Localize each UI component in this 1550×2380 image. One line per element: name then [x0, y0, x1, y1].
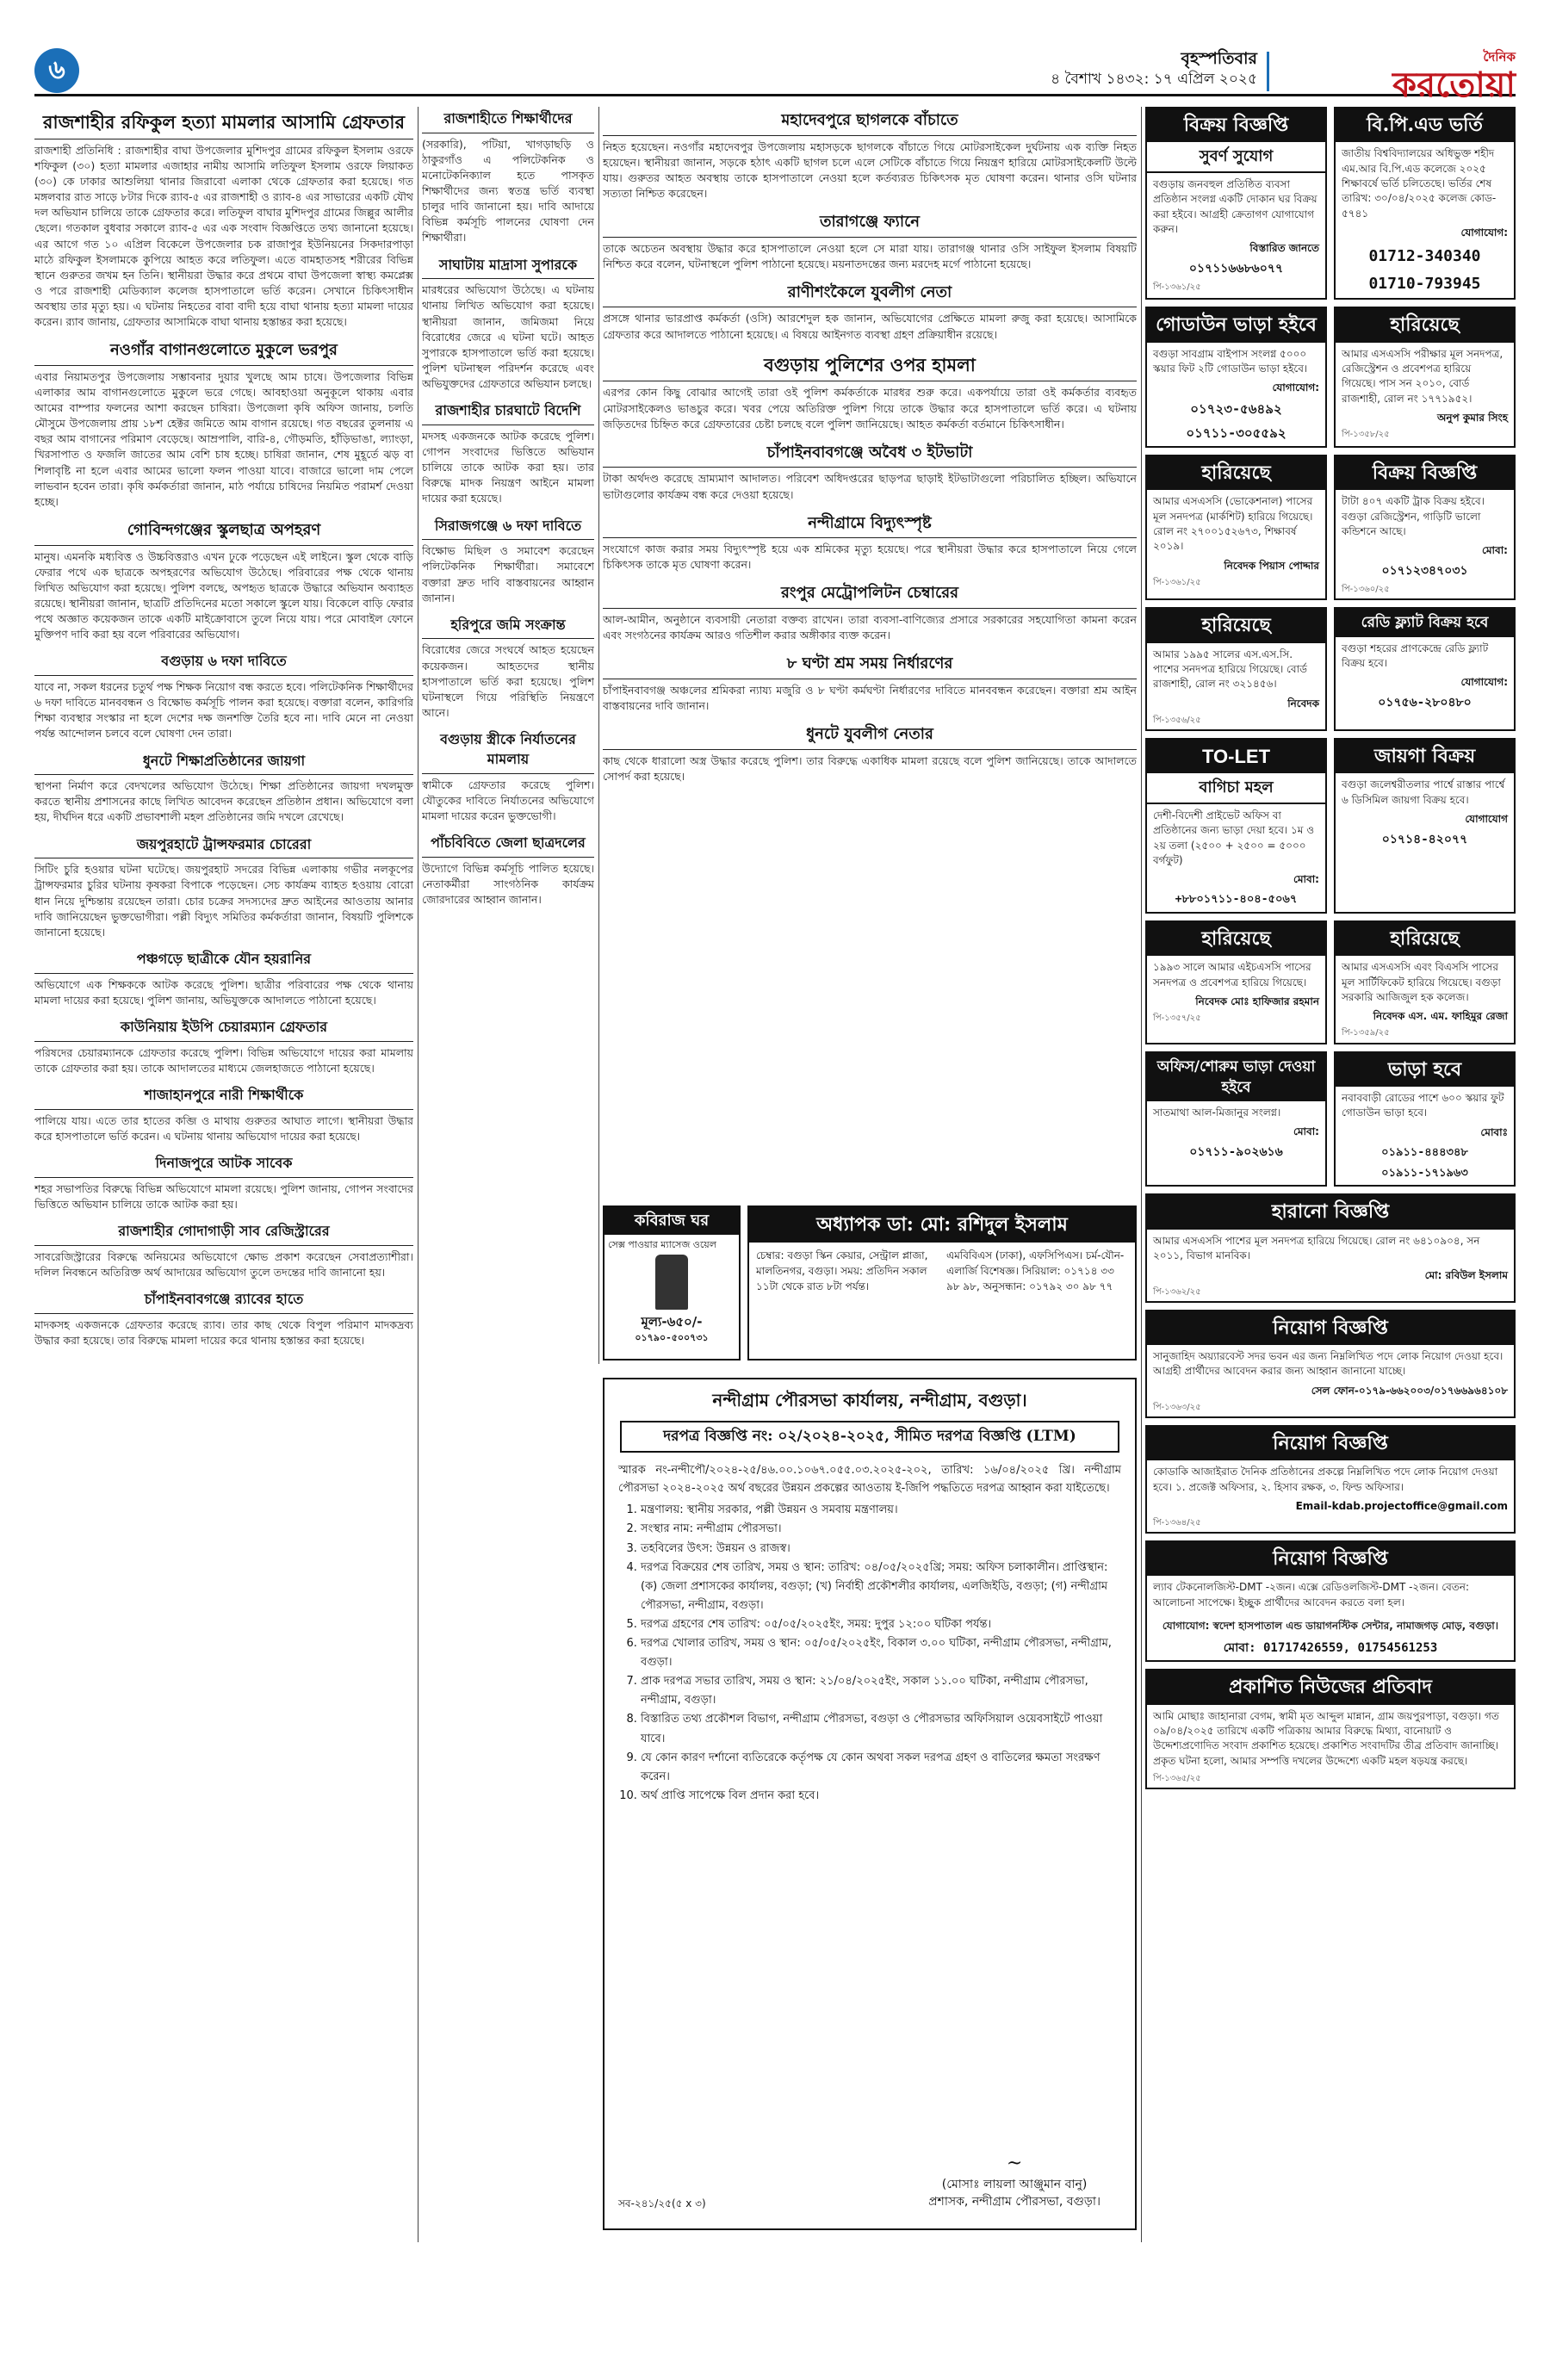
ad-code: পি-১৩৬৩/২৫ [1153, 1402, 1201, 1412]
tender-item: 9. যে কোন কারণ দর্শানো ব্যতিরেকে কর্তৃপক্ষ যে কোন অথবা সকল দরপত্র গ্রহণ ও বাতিলের ক্ষমতা সংরক্ষণ করেন। [641, 1749, 1121, 1787]
ad-title: TO-LET [1147, 740, 1325, 773]
ad-contact: যোগাযোগ: [1460, 676, 1508, 689]
tender-title: দরপত্র বিজ্ঞপ্তি নং: ০২/২০২৪-২০২৫, সীমিত দরপত্র বিজ্ঞপ্তি (LTM) [620, 1421, 1119, 1452]
ad-code: পি-১৩৬২/২৫ [1153, 1286, 1201, 1297]
story-body: সাবরেজিস্ট্রারের বিরুদ্ধে অনিয়মের অভিযোগে ক্ষোভ প্রকাশ করেছেন সেবাপ্রত্যাশীরা। দলিল নিবন্ধনে অতিরিক্ত অর্থ আদায়ের অভিযোগ তুলে তদন্তের দাবি জানানো হয়। [34, 1249, 413, 1279]
news-column-1 [34, 107, 413, 2242]
story-headline: বগুড়ায় স্ত্রীকে নির্যাতনের মামলায় [422, 728, 594, 773]
ad-title: হারিয়েছে [1336, 922, 1514, 956]
ad-phone: ০১৯১১-৪৪৪৩৪৮ [1381, 1145, 1468, 1159]
story-body: সংযোগে কাজ করার সময় বিদ্যুৎস্পৃষ্ট হয়ে এক শ্রমিকের মৃত্যু হয়েছে। পরে স্থানীয়রা উদ্ধার করে হাসপাতালে নিয়ে গেলে চিকিৎসক তাকে মৃত ঘোষণা করেন। [603, 542, 1137, 572]
page-header [34, 48, 1516, 106]
news-story [34, 1287, 413, 1348]
kabiraj-ad [603, 1205, 741, 1360]
ad-phone: ০১৭১১৬৬৮৬০৭৭ [1188, 262, 1284, 276]
story-headline: রাজশাহীর চারঘাটে বিদেশি [422, 399, 594, 425]
ad-title: বিক্রয় বিজ্ঞপ্তি [1147, 108, 1325, 142]
news-story [422, 253, 594, 393]
ad-bped-admission [1334, 107, 1516, 300]
story-body: তাকে অচেতন অবস্থায় উদ্ধার করে হাসপাতালে নেওয়া হলে সে মারা যায়। তারাগঞ্জ থানার ওসি সাইফুল ইসলাম বিষয়টি নিশ্চিত করে বলেন, ঘটনাস্থলে পুলিশ পাঠানো হয়েছে। ময়নাতদন্তের জন্য মরদেহ মর্গে পাঠানো হয়েছে। [603, 241, 1137, 270]
story-body: পরিষদের চেয়ারম্যানকে গ্রেফতার করেছে পুলিশ। বিভিন্ন অভিযোগে দায়ের করা মামলায় তাকে গ্রেফতার করা হয়। তাকে আদালতের মাধ্যমে জেলহাজতে পাঠানো হয়েছে। [34, 1045, 413, 1075]
newspaper-logo [1274, 48, 1516, 104]
story-headline: রাজশাহীর গোদাগাড়ী সাব রেজিস্ট্রারের [34, 1219, 413, 1246]
ad-body: বগুড়া সাবগ্রাম বাইপাস সংলগ্ন ৫০০০ স্কয়ার ফিট ২টি গোডাউন ভাড়া হইবে। [1153, 347, 1308, 375]
tender-signature [928, 2150, 1100, 2211]
ad-title: নিয়োগ বিজ্ঞপ্তি [1147, 1427, 1514, 1460]
news-story [422, 514, 594, 606]
ad-lost-2 [1145, 455, 1327, 601]
news-column-middle [603, 107, 1137, 1364]
doctor-name: অধ্যাপক ডা: মো: রশিদুল ইসলাম [749, 1207, 1135, 1243]
story-body: নিহত হয়েছেন। নওগাঁর মহাদেবপুর উপজেলায় মহাসড়কে ছাগলকে বাঁচাতে গিয়ে মোটরসাইকেল দুর্ঘটনায় এক ব্যক্তি নিহত হয়েছেন। স্থানীয়রা জানান, সড়কে হঠাৎ একটি ছাগল চলে এলে সেটিকে বাঁচাতে গিয়ে নিয়ন্ত্রণ হারিয়ে মোটরসাইকেলটি উল্টে যায়। গুরুতর আহত অবস্থায় তাকে হাসপাতালে নেওয়া হলে কর্তব্যরত চিকিৎসক মৃত ঘোষণা করেন। থানার ওসি ঘটনার সত্যতা নিশ্চিত করেছেন। [603, 139, 1137, 200]
ad-phone: 01712-340340 [1368, 247, 1481, 266]
ad-body: ১৯৯৩ সালে আমার এইচএসসি পাসের সনদপত্র ও প্রবেশপত্র হারিয়ে গিয়েছে। [1153, 961, 1311, 989]
news-story [603, 650, 1137, 714]
ad-code: পি-১৩৬৫/২৫ [1153, 1774, 1201, 1784]
ad-phone: মোবা: 01717426559, 01754561253 [1223, 1640, 1438, 1655]
ad-contact: Email-kdab.projectoffice@gmail.com [1295, 1499, 1508, 1512]
ad-to-let [1145, 738, 1327, 914]
ad-contact: মো: রবিউল ইসলাম [1424, 1268, 1508, 1281]
news-story [422, 613, 594, 721]
news-story [34, 833, 413, 940]
story-body: (সরকারি), পটিয়া, খাগড়াছড়ি ও ঠাকুরগাঁও এ পলিটেকনিক ও মনোটেকনিক্যাল হতে পাসকৃত শিক্ষার্থীদের জন্য স্বতন্ত্র ভর্তি ব্যবস্থা চালুর দাবি জানানো হয়। দাবি আদায়ে বিভিন্ন কর্মসূচি পালনের ঘোষণা দেন শিক্ষার্থীরা। [422, 137, 594, 245]
story-headline: চাঁপাইনবাবগঞ্জে অবৈধ ৩ ইটভাটা [603, 439, 1137, 468]
ad-contact: বিস্তারিত জানতে [1249, 242, 1319, 255]
tender-item: 7. প্রাক দরপত্র সভার তারিখ, সময় ও স্থান: ২১/০৪/২০২৫ইং, সকাল ১১.০০ ঘটিকা, নন্দীগ্রাম পৌরসভা, নন্দীগ্রাম, বগুড়া। [641, 1672, 1121, 1710]
story-headline: সিরাজগঞ্জে ৬ দফা দাবিতে [422, 514, 594, 541]
tender-item: 3. তহবিলের উৎস: উন্নয়ন ও রাজস্ব। [641, 1540, 1121, 1559]
ad-body: আমার ১৯৯৫ সালের এস.এস.সি. পাশের সনদপত্র হারিয়ে গিয়েছে। বোর্ড রাজশাহী, রোল নং ৩২১৪৫৬। [1153, 648, 1307, 691]
news-story [422, 728, 594, 824]
classified-ads-column [1145, 107, 1516, 2242]
ad-title: প্রকাশিত নিউজের প্রতিবাদ [1147, 1670, 1514, 1704]
ad-phone: ০১৭১১-৯০২৬১৬ [1189, 1145, 1283, 1160]
issue-date [1051, 48, 1257, 90]
ad-title: গোডাউন ভাড়া হইবে [1147, 308, 1325, 342]
tender-item: 10. অর্থ প্রাপ্তি সাপেক্ষে বিল প্রদান করা হবে। [641, 1787, 1121, 1806]
ad-body: কোডাকি আজাইরাত দৈনিক প্রতিষ্ঠানের প্রকল্পে নিম্নলিখিত পদে লোক নিয়োগ দেওয়া হবে। ১. প্রজেক্ট অফিসার, ২. হিসাব রক্ষক, ৩. ফিল্ড অফিসার। [1153, 1466, 1498, 1493]
ad-body: আমার এসএসসি এবং বিএসসি পাসের মূল সার্টিফিকেট হারিয়ে গিয়েছে। বগুড়া সরকারি আজিজুল হক কলেজ। [1342, 961, 1501, 1003]
story-body: প্রসঙ্গে থানার ভারপ্রাপ্ত কর্মকর্তা (ওসি) আরশেদুল হক জানান, অভিযোগের প্রেক্ষিতে মামলা রুজু করা হয়েছে। আসামিকে গ্রেফতার করে আদালতে পাঠানো হয়েছে। এ বিষয়ে আইনগত ব্যবস্থা গ্রহণ প্রক্রিয়াধীন রয়েছে। [603, 312, 1137, 341]
story-headline: ধুনটে শিক্ষাপ্রতিষ্ঠানের জায়গা [34, 749, 413, 776]
ad-godown-rent [1145, 307, 1327, 448]
news-story [34, 947, 413, 1008]
news-story [34, 649, 413, 741]
story-body: রাজশাহী প্রতিনিধি : রাজশাহীর বাঘা উপজেলার মুশিদপুর গ্রামের রফিকুল ইসলাম ওরফে শফিকুল (৩০) হত্যা মামলার এজাহার নামীয় আসামি লতিফুল ইসলাম ওরফে লিয়াকত (৩০) কে ঢাকার আশুলিয়া থানার জিরাবো এলাকা থেকে গ্রেফতার করা হয়েছে। গত মঙ্গলবার রাত সাড়ে ৮টার দিকে র‍্যাব-৫ এর রাজশাহী ও র‍্যাব-৪ এর সাভারের একটি যৌথ দল অভিযান চালিয়ে তাকে গ্রেফতার করে। লতিফুল বাঘার মুশিদপুর গ্রামের জিল্লুর আলীর ছেলে। গতকাল বুধবার সকালে র‍্যাব-৫ এর এক সংবাদ বিজ্ঞপ্তিতে তথ্য জানানো হয়েছে। এর আগে গত ১০ এপ্রিল বিকেলে উপজেলার চক রাজাপুর ইউনিয়নের সিকদারপাড়া মাঠে রফিকুল ইসলামকে কুপিয়ে আহত করে লতিফুল। এতে বামহাতসহ শরীরের বিভিন্ন স্থানে গুরুতর জখম হন তিনি। স্থানীয়রা উদ্ধার করে প্রথমে বাঘা উপজেলা স্বাস্থ্য কমপ্লেক্স ও পরে রাজশাহী মেডিক্যাল কলেজ হাসপাতালে ভর্তি করেন। সেখানে চিকিৎসাধীন অবস্থায় তার মৃত্যু হয়। এ ঘটনায় নিহতের বাবা বাদী হয়ে বাঘা থানায় হত্যা মামলা দায়ের করেন। র‍্যাব জানায়, গ্রেফতার আসামিকে বাঘা থানায় হস্তান্তর করা হয়েছে। [34, 143, 413, 329]
ad-phone-2: ০১৭১১-৩০৫৫৯২ [1186, 425, 1286, 441]
column-divider [598, 107, 599, 1364]
story-headline: নন্দীগ্রামে বিদ্যুৎস্পৃষ্ট [603, 510, 1137, 539]
ad-contact: অনুপ কুমার সিংহ [1436, 412, 1508, 425]
ad-subtitle: সুবর্ণ সুযোগ [1147, 142, 1325, 173]
news-story [34, 337, 413, 510]
ad-body: আমার এসএসসি পরীক্ষার মূল সনদপত্র, রেজিস্ট্রেশন ও প্রবেশপত্র হারিয়ে গিয়েছে। পাস সন ২০১০, বোর্ড রাজশাহী, রোল নং ১৭৭১৯৫২। [1342, 347, 1504, 405]
story-headline: রাণীশংকৈলে যুবলীগ নেতা [603, 279, 1137, 308]
ad-body: নবাববাড়ী রোডের পাশে ৬০০ স্কয়ার ফুট গোডাউন ভাড়া হবে। [1342, 1091, 1504, 1119]
ad-body: জাতীয় বিশ্ববিদ্যালয়ের অধিভুক্ত শহীদ এম.আর বি.পি.এড কলেজে ২০২৫ শিক্ষাবর্ষে ভর্তি চলিতেছে। ভর্তির শেষ তারিখ: ৩০/০৪/২০২৫ কলেজ কোড- ৫৭৪১ [1342, 147, 1497, 220]
ad-body: ল্যাব টেকনোলজিস্ট-DMT -২জন। এক্সে রেডিওলজিস্ট-DMT -২জন। বেতন: আলোচনা সাপেক্ষে। ইচ্ছুক প্রার্থীদের আবেদন করতে বলা হল। [1153, 1581, 1469, 1608]
ad-title: রেডি ফ্ল্যাট বিক্রয় হবে [1336, 609, 1514, 636]
ad-contact: যোগাযোগ: [1272, 381, 1319, 394]
logo-small: দৈনিক [1483, 49, 1516, 65]
story-body: শহর সভাপতির বিরুদ্ধে বিভিন্ন অভিযোগে মামলা রয়েছে। পুলিশ জানায়, গোপন সংবাদের ভিত্তিতে অভিযান চালিয়ে তাকে আটক করা হয়। [34, 1181, 413, 1211]
ad-contact: মোবা: [1482, 544, 1508, 557]
news-story [422, 107, 594, 246]
ad-lost-notice [1145, 1193, 1516, 1302]
story-body: বিক্ষোভ মিছিল ও সমাবেশ করেছেন পলিটেকনিক শিক্ষার্থীরা। সমাবেশে বক্তারা দ্রুত দাবি বাস্তবায়নের আহ্বান জানান। [422, 544, 594, 604]
ad-recruitment-2 [1145, 1425, 1516, 1534]
tender-items [618, 1501, 1121, 1806]
tender-item: 4. দরপত্র বিক্রয়ের শেষ তারিখ, সময় ও স্থান: তারিখ: ০৪/০৫/২০২৫খ্রি; সময়: অফিস চলাকালীন। প্রাপ্তিস্থান: (ক) জেলা প্রশাসকের কার্যালয়, বগুড়া; (খ) নির্বাহী প্রকৌশলীর কার্যালয়, এলজিইডি, বগুড়া; (গ) নন্দীগ্রাম পৌরসভা, নন্দীগ্রাম, বগুড়া। [641, 1559, 1121, 1615]
story-body: স্বামীকে গ্রেফতার করেছে পুলিশ। যৌতুকের দাবিতে নির্যাতনের অভিযোগে মামলা দায়ের করেন ভুক্তভোগী। [422, 778, 594, 822]
column-divider [1141, 107, 1142, 2242]
issue-day: বৃহস্পতিবার [1181, 49, 1257, 68]
news-story [603, 439, 1137, 503]
story-body: যাবে না, সকল ধরনের চতুর্থ পক্ষ শিক্ষক নিয়োগ বন্ধ করতে হবে। পলিটেকনিক শিক্ষার্থীদের ৬ দফা দাবিতে মানববন্ধন ও বিক্ষোভ কর্মসূচি পালন করা হয়েছে। বক্তারা বলেন, কারিগরি শিক্ষা ব্যবস্থার সংস্কার না হলে দেশের দক্ষ জনশক্তি তৈরি হবে না। দাবি মেনে না নেওয়া পর্যন্ত আন্দোলন চলবে বলে ঘোষণা দেন তারা। [34, 680, 413, 741]
signature-name: (মোসাঃ লায়লা আঞ্জুমান বানু) [941, 2178, 1088, 2192]
story-headline: নওগাঁর বাগানগুলোতে মুকুলে ভরপুর [34, 337, 413, 366]
news-story [603, 279, 1137, 343]
ad-contact: যোগাযোগ [1465, 813, 1508, 826]
news-story [34, 1083, 413, 1144]
news-story [603, 350, 1137, 432]
ad-phone: +৮৮০১৭১১-৪০৪-৫০৬৭ [1175, 893, 1298, 907]
news-story [422, 399, 594, 506]
ad-title: জায়গা বিক্রয় [1336, 740, 1514, 773]
news-story [34, 1015, 413, 1076]
ad-title: হারিয়েছে [1147, 456, 1325, 490]
news-story [603, 580, 1137, 643]
ad-rent [1334, 1051, 1516, 1187]
ad-land-sale [1334, 738, 1516, 914]
logo-big: করতোয়া [1392, 65, 1516, 106]
ad-contact: মোবাঃ [1480, 1125, 1508, 1138]
story-headline: রাজশাহীর রফিকুল হত্যা মামলার আসামি গ্রেফতার [34, 107, 413, 139]
story-body: মদসহ একজনকে আটক করেছে পুলিশ। গোপন সংবাদের ভিত্তিতে অভিযান চালিয়ে তাকে আটক করা হয়। তার বিরুদ্ধে মাদক নিয়ন্ত্রণ আইনে মামলা দায়ের করা হয়েছে। [422, 429, 594, 505]
tender-item: 8. বিস্তারিত তথ্য প্রকৌশল বিভাগ, নন্দীগ্রাম পৌরসভা, বগুড়া ও পৌরসভার অফিসিয়াল ওয়েবসাইটে পাওয়া যাবে। [641, 1710, 1121, 1748]
ad-phone: ০১৭১২৩৪৭০৩১ [1381, 564, 1468, 579]
tender-notice [603, 1378, 1137, 2230]
news-story [422, 831, 594, 908]
story-body: চাঁপাইনবাবগঞ্জ অঞ্চলের শ্রমিকরা ন্যায্য মজুরি ও ৮ ঘণ্টা কর্মঘণ্টা নির্ধারণের দাবিতে মানববন্ধন করেছেন। বক্তারা শ্রম আইন বাস্তবায়নের দাবি জানান। [603, 683, 1137, 712]
ad-title: ভাড়া হবে [1336, 1053, 1514, 1087]
story-body: এরপর কোন কিছু বোঝার আগেই তারা ওই পুলিশ কর্মকর্তাকে মারধর শুরু করে। একপর্যায়ে তারা ওই কর্মকর্তার ব্যবহৃত মোটরসাইকেলও ভাঙচুর করে। খবর পেয়ে অতিরিক্ত পুলিশ গিয়ে তাকে উদ্ধার করে হাসপাতালে ভর্তি করে। এ ঘটনায় জড়িতদের চিহ্নিত করে গ্রেফতারের চেষ্টা চলছে বলে পুলিশ জানিয়েছে। আহত কর্মকর্তা বর্তমানে চিকিৎসাধীন। [603, 386, 1137, 431]
ad-body: আমার এসএসসি (ভোকেশনাল) পাসের মূল সনদপত্র (মার্কশিট) হারিয়ে গিয়েছে। রোল নং ২৭০০১৫২৬৭৩, শিক্ষাবর্ষ ২০১৯। [1153, 495, 1313, 553]
ad-lost-3 [1145, 607, 1327, 731]
ad-contact: নিবেদক এস. এম. ফাহিমুর রেজা [1373, 1010, 1508, 1023]
news-story [34, 749, 413, 826]
ad-lost-4 [1145, 920, 1327, 1044]
ad-body: বগুড়া জলেশ্বরীতলার পার্শ্বে রাস্তার পার্শ্বে ৬ ডিসিমিল জায়গা বিক্রয় হবে। [1342, 778, 1505, 806]
ad-code: পি-১৩৬৪/২৫ [1153, 1518, 1201, 1528]
story-headline: ৮ ঘণ্টা শ্রম সময় নির্ধারণের [603, 650, 1137, 679]
ad-body: বগুড়া শহরের প্রাণকেন্দ্রে রেডি ফ্ল্যাট বিক্রয় হবে। [1342, 641, 1489, 669]
ad-contact: যোগাযোগ: স্বদেশ হাসপাতাল এন্ড ডায়াগনস্টিক সেন্টার, নামাজগড় মোড়, বগুড়া। [1162, 1620, 1499, 1633]
story-headline: তারাগঞ্জে ফ্যানে [603, 208, 1137, 238]
kabiraj-price: মূল্য-৬৫০/- [641, 1313, 703, 1329]
kabiraj-phone: ০১৭৯০-৫০০৭৩১ [635, 1331, 709, 1343]
story-headline: গোবিন্দগঞ্জের স্কুলছাত্র অপহরণ [34, 517, 413, 546]
ad-code: পি-১৩৬১/২৫ [1153, 577, 1201, 587]
story-body: এবার নিয়ামতপুর উপজেলায় সম্ভাবনার দুয়ার খুলছে আম চাষে। উপজেলার বিভিন্ন এলাকার আম বাগানগুলোতে মুকুলে ভরে গেছে। আবহাওয়া অনুকূলে থাকায় এবার আমের বাম্পার ফলনের আশা করছেন চাষিরা। উপজেলা কৃষি অফিস জানায়, চলতি মৌসুমে উপজেলায় প্রায় ১৮শ হেক্টর জমিতে আম বাগান রয়েছে। গত বছরের তুলনায় এ বছর আম বাগানের পরিমাণ বেড়েছে। আম্রপালি, বারি-৪, গৌড়মতি, হাঁড়িভাঙা, ল্যাংড়া, খিরসাপাত ও ফজলি জাতের আম বেশি চাষ হচ্ছে। চাষিরা জানান, শেষ মুহূর্তে ঝড় বা শিলাবৃষ্টি না হলে এবার আমের ভালো ফলন পাওয়া যাবে। বাজারে ভালো দাম পেলে লাভবান হবেন তারা। কৃষি কর্মকর্তারা জানান, মাঠ পর্যায়ে চাষিদের নিয়মিত পরামর্শ দেওয়া হচ্ছে। [34, 369, 413, 508]
news-story [603, 107, 1137, 201]
story-body: টাকা অর্থদণ্ড করেছে ভ্রাম্যমাণ আদালত। পরিবেশ অধিদপ্তরের ছাড়পত্র ছাড়াই ইটভাটাগুলো পরিচালিত হচ্ছিল। অভিযানে ভাটাগুলোর কার্যক্রম বন্ধ করে দেওয়া হয়েছে। [603, 472, 1137, 501]
ad-news-protest [1145, 1669, 1516, 1789]
ad-title: হারিয়েছে [1147, 922, 1325, 956]
story-headline: হরিপুরে জমি সংক্রান্ত [422, 613, 594, 640]
ad-contact: নিবেদক মোঃ হাফিজার রহমান [1195, 995, 1319, 1007]
ad-body: সানুজাহিদ অয়্যারবেস্ট সদর ভবন এর জন্য নিম্নলিখিত পদে লোক নিয়োগ দেওয়া হবে। আগ্রহী প্রার্থীদের আবেদন করার জন্য আহ্বান জানানো যাচ্ছে। [1153, 1349, 1504, 1378]
story-body: পালিয়ে যায়। এতে তার হাতের কব্জি ও মাথায় গুরুতর আঘাত লাগে। স্থানীয়রা উদ্ধার করে হাসপাতালে ভর্তি করেন। এ ঘটনায় থানায় অভিযোগ দায়ের করা হয়েছে। [34, 1113, 413, 1143]
kabiraj-subtitle: সেক্স পাওয়ার ম্যাসেজ ওয়েল [608, 1238, 716, 1250]
ad-phone: ০১৭১৪-৪২০৭৭ [1381, 833, 1468, 847]
news-story [34, 1219, 413, 1280]
ad-contact: সেল ফোন-০১৭৯-৬৬২০০৩/০১৭৬৬৯৬৪১০৮ [1311, 1384, 1508, 1397]
ad-contact: নিবেদক [1287, 697, 1319, 710]
ad-flat-sale [1334, 607, 1516, 731]
signature-mark: ~ [1006, 2153, 1023, 2175]
story-body: মানুষ। এমনকি মধ্যবিত্ত ও উচ্চবিত্তরাও এখন ঢুকে পড়েছেন এই লাইনে। স্কুল থেকে বাড়ি ফেরার পথে এক ছাত্রকে অপহরণের অভিযোগ উঠেছে। পরিবারের পক্ষ থেকে থানায় লিখিত অভিযোগ করা হয়েছে। পুলিশ বলছে, অপহৃত ছাত্রকে উদ্ধারে অভিযান অব্যাহত রয়েছে। স্থানীয়রা জানান, ছাত্রটি প্রতিদিনের মতো সকালে স্কুলে যায়। বিকেলে বাড়ি ফেরার পথে অজ্ঞাত কয়েকজন তাকে একটি মাইক্রোবাসে তুলে নিয়ে যায়। পরে মোবাইল ফোনে মুক্তিপণ দাবি করা হয় বলে পরিবারের অভিযোগ। [34, 549, 413, 641]
ad-title: হারানো বিজ্ঞপ্তি [1147, 1195, 1514, 1229]
tender-item: 5. দরপত্র গ্রহণের শেষ তারিখ: ০৫/০৫/২০২৫ইং, সময়: দুপুর ১২:০০ ঘটিকা পর্যন্ত। [641, 1615, 1121, 1634]
ad-phone-2: ০১৯১১-১৭১৯৬৩ [1381, 1167, 1468, 1181]
page-number: ৬ [34, 48, 79, 93]
story-body: আল-আমীন, অনুষ্ঠানে ব্যবসায়ী নেতারা বক্তব্য রাখেন। তারা ব্যবসা-বাণিজ্যের প্রসারে সরকারের সহযোগিতা কামনা করেন এবং সংগঠনের কার্যক্রম আরও গতিশীল করার অঙ্গীকার ব্যক্ত করেন। [603, 612, 1137, 642]
ad-recruitment-hospital [1145, 1540, 1516, 1662]
story-headline: বগুড়ায় পুলিশের ওপর হামলা [603, 350, 1137, 382]
ad-subtitle: বাগিচা মহল [1147, 773, 1325, 804]
ad-truck-sale [1334, 455, 1516, 601]
ad-title: নিয়োগ বিজ্ঞপ্তি [1147, 1311, 1514, 1345]
tender-ref: সব-২৪১/২৫(৫ x ৩) [618, 2197, 706, 2210]
tender-item: 1. মন্ত্রণালয়: স্থানীয় সরকার, পল্লী উন্নয়ন ও সমবায় মন্ত্রণালয়। [641, 1501, 1121, 1520]
story-headline: দিনাজপুরে আটক সাবেক [34, 1151, 413, 1178]
news-story [603, 721, 1137, 784]
story-headline: চাঁপাইনবাবগঞ্জে র‍্যাবের হাতে [34, 1287, 413, 1314]
ad-code: পি-১৩৬০/২৫ [1342, 585, 1390, 595]
story-body: বিরোধের জেরে সংঘর্ষে আহত হয়েছেন কয়েকজন। আহতদের স্থানীয় হাসপাতালে ভর্তি করা হয়েছে। পুলিশ ঘটনাস্থলে গিয়ে পরিস্থিতি নিয়ন্ত্রণে আনে। [422, 643, 594, 719]
story-headline: কাউনিয়ায় ইউপি চেয়ারম্যান গ্রেফতার [34, 1015, 413, 1042]
story-headline: বগুড়ায় ৬ দফা দাবিতে [34, 649, 413, 676]
ad-title: হারিয়েছে [1147, 609, 1325, 642]
news-column-2 [422, 107, 594, 2242]
tender-item: 6. দরপত্র খোলার তারিখ, সময় ও স্থান: ০৫/০৫/২০২৫ইং, বিকাল ৩.০০ ঘটিকা, নন্দীগ্রাম পৌরসভা, নন্দীগ্রাম, বগুড়া। [641, 1634, 1121, 1672]
story-headline: পাঁচবিবিতে জেলা ছাত্রদলের [422, 831, 594, 858]
ad-code: পি-১৩৫৭/২৫ [1153, 1013, 1201, 1023]
ad-title: বি.পি.এড ভর্তি [1336, 108, 1514, 142]
ad-phone: ০১৭৫৬-২৮০৪৮০ [1378, 696, 1472, 710]
tender-item: 2. সংস্থার নাম: নন্দীগ্রাম পৌরসভা। [641, 1520, 1121, 1539]
news-story [603, 510, 1137, 573]
doctor-chamber: চেম্বার: বগুড়া স্কিন কেয়ার, সেন্ট্রাল প্লাজা, মালতিনগর, বগুড়া। সময়: প্রতিদিন সকাল ১১টা থেকে রাত ৮টা পর্যন্ত। [756, 1249, 928, 1293]
news-story [34, 1151, 413, 1212]
story-headline: জয়পুরহাটে ট্রান্সফরমার চোরেরা [34, 833, 413, 859]
story-headline: শাজাহানপুরে নারী শিক্ষার্থীকে [34, 1083, 413, 1110]
ad-sale-golden-chance [1145, 107, 1327, 300]
ad-title: অফিস/শোরুম ভাড়া দেওয়া হইবে [1147, 1053, 1325, 1101]
story-body: অভিযোগে এক শিক্ষককে আটক করেছে পুলিশ। ছাত্রীর পরিবারের পক্ষ থেকে থানায় মামলা দায়ের করা হয়েছে। পুলিশ জানায়, অভিযুক্তকে আদালতে পাঠানো হয়েছে। [34, 977, 413, 1007]
news-story [34, 517, 413, 642]
news-story [603, 208, 1137, 272]
ad-code: পি-১৩৫৮/২৫ [1342, 430, 1390, 440]
tender-intro: স্মারক নং-নন্দীপৌ/২০২৪-২৫/৪৬.০০.১০৬৭.০৫৫.০৩.২০২৫-২০২, তারিখ: ১৬/০৪/২০২৫ খ্রি। নন্দীগ্রাম পৌরসভা ২০২৪-২০২৫ অর্থ বছরের উন্নয়ন প্রকল্পের আওতায় ই-জিপি পদ্ধতিতে দরপত্র আহ্বান করা যাইতেছে। [618, 1463, 1121, 1495]
ad-contact: যোগাযোগ: [1460, 226, 1508, 239]
kabiraj-title: কবিরাজ ঘর [604, 1207, 739, 1235]
header-separator [1267, 52, 1269, 91]
story-headline: ধুনটে যুবলীগ নেতার [603, 721, 1137, 750]
ad-contact: মোবা: [1293, 1125, 1319, 1138]
ad-body: সাতমাথা আল-মিজানুর সংলগ্ন। [1153, 1106, 1281, 1119]
tender-office: নন্দীগ্রাম পৌরসভা কার্যালয়, নন্দীগ্রাম, বগুড়া। [712, 1390, 1027, 1410]
oil-bottle-icon [655, 1255, 688, 1310]
ad-recruitment-1 [1145, 1310, 1516, 1418]
ad-title: নিয়োগ বিজ্ঞপ্তি [1147, 1542, 1514, 1576]
story-headline: রংপুর মেট্রোপলিটন চেম্বারের [603, 580, 1137, 609]
ad-body: আমার এসএসসি পাশের মূল সনদপত্র হারিয়ে গিয়েছে। রোল নং ৬৪১০৯০৪, সন ২০১১, বিভাগ মানবিক। [1153, 1234, 1480, 1262]
ad-phone: ০১৭২৩-৫৬৪৯২ [1190, 401, 1282, 418]
story-headline: রাজশাহীতে শিক্ষার্থীদের [422, 107, 594, 133]
signature-role: প্রশাসক, নন্দীগ্রাম পৌরসভা, বগুড়া। [928, 2195, 1100, 2210]
story-headline: মহাদেবপুরে ছাগলকে বাঁচাতে [603, 107, 1137, 136]
medical-ads-row [603, 1205, 1137, 1360]
story-body: মাদকসহ একজনকে গ্রেফতার করেছে র‍্যাব। তার কাছ থেকে বিপুল পরিমাণ মাদকদ্রব্য উদ্ধার করা হয়েছে। তার বিরুদ্ধে মামলা দায়ের করে থানায় হস্তান্তর করা হয়েছে। [34, 1317, 413, 1347]
ad-body: টাটা ৪০৭ একটি ট্রাক বিক্রয় হইবে। বগুড়া রেজিস্ট্রেশন, গাড়িটি ভালো কন্ডিশনে আছে। [1342, 495, 1485, 537]
ad-body: আমি মোছাঃ জাহানারা বেগম, স্বামী মৃত আব্দুল মান্নান, গ্রাম জয়পুরপাড়া, বগুড়া। গত ০৯/০৪/২০২৫ তারিখে একটি পত্রিকায় আমার বিরুদ্ধে মিথ্যা, বানোয়াট ও উদ্দেশ্যপ্রণোদিত সংবাদ প্রকাশিত হয়েছে। প্রকাশিত সংবাদটির তীব্র প্রতিবাদ জানাচ্ছি। প্রকৃত ঘটনা হলো, আমার সম্পত্তি দখলের উদ্দেশ্যে একটি মহল ষড়যন্ত্র করছে। [1153, 1709, 1499, 1767]
ad-body: বগুড়ায় জনবহুল প্রতিষ্ঠিত ব্যবসা প্রতিষ্ঠান সংলগ্ন একটি দোকান ঘর বিক্রয় করা হইবে। আগ্রহী ক্রেতাগণ যোগাযোগ করুন। [1153, 177, 1318, 235]
ad-code: পি-১৩৫৯/২৫ [1342, 1028, 1390, 1038]
ad-code: পি-১৩৫৬/২৫ [1153, 715, 1201, 725]
ad-body: দেশী-বিদেশী প্রাইভেট অফিস বা প্রতিষ্ঠানের জন্য ভাড়া দেয়া হবে। ১ম ও ২য় তলা (২৫০০ + ২৫০০ = ৫০০০ বর্গফুট) [1153, 809, 1315, 867]
ad-title: হারিয়েছে [1336, 308, 1514, 342]
story-body: স্থাপনা নির্মাণ করে বেদখলের অভিযোগ উঠেছে। শিক্ষা প্রতিষ্ঠানের জায়গা দখলমুক্ত করতে স্থানীয় প্রশাসনের কাছে লিখিত আবেদন করেছেন প্রতিষ্ঠান প্রধান। অভিযোগে বলা হয়, দীর্ঘদিন ধরে একটি প্রভাবশালী মহল প্রতিষ্ঠানের জমি দখলে রেখেছে। [34, 779, 413, 824]
ad-contact: মোবা: [1293, 873, 1319, 886]
news-story [34, 107, 413, 330]
story-body: সিটিং চুরি হওয়ার ঘটনা ঘটেছে। জয়পুরহাট সদরের বিভিন্ন এলাকায় গভীর নলকূপের ট্রান্সফরমার চুরির ঘটনায় কৃষকরা বিপাকে পড়েছেন। সেচ কার্যক্রম ব্যাহত হওয়ায় বোরো ধান নিয়ে দুশ্চিন্তায় রয়েছেন তারা। চোর চক্রের সদস্যদের দ্রুত আইনের আওতায় আনার দাবি জানিয়েছেন ভুক্তভোগীরা। পল্লী বিদ্যুৎ সমিতির কর্মকর্তারা জানান, বিষয়টি পুলিশকে জানানো হয়েছে। [34, 863, 413, 939]
ad-lost-5 [1334, 920, 1516, 1044]
story-body: কাছ থেকে ধারালো অস্ত্র উদ্ধার করেছে পুলিশ। তার বিরুদ্ধে একাধিক মামলা রয়েছে বলে পুলিশ জানিয়েছে। তাকে আদালতে সোপর্দ করা হয়েছে। [603, 753, 1137, 783]
ad-office-rent [1145, 1051, 1327, 1187]
issue-date-text: ৪ বৈশাখ ১৪৩২: ১৭ এপ্রিল ২০২৫ [1051, 71, 1257, 88]
ad-contact: নিবেদক পিয়াস পোদ্দার [1224, 559, 1319, 572]
story-headline: সাঘাটায় মাদ্রাসা সুপারকে [422, 253, 594, 280]
story-headline: পঞ্চগড়ে ছাত্রীকে যৌন হয়রানির [34, 947, 413, 974]
doctor-ad [747, 1205, 1137, 1360]
ad-code: পি-১৩৬১/২৫ [1153, 282, 1201, 293]
doctor-qualification: এমবিবিএস (ঢাকা), এফসিপিএস। চর্ম-যৌন-এলার্জি বিশেষজ্ঞ। সিরিয়াল: ০১৭১৪ ৩৩ ৯৮ ৯৮, অনুসন্ধান: ০১৭৯২ ৩০ ৯৮ ৭৭ [946, 1249, 1125, 1293]
tender-notice-block [603, 1378, 1137, 2230]
ad-lost-1 [1334, 307, 1516, 448]
ad-title: বিক্রয় বিজ্ঞপ্তি [1336, 456, 1514, 490]
story-body: মারধরের অভিযোগ উঠেছে। এ ঘটনায় থানায় লিখিত অভিযোগ করা হয়েছে। স্থানীয়রা জানান, জমিজমা নিয়ে বিরোধের জেরে এ ঘটনা ঘটে। আহত সুপারকে হাসপাতালে ভর্তি করা হয়েছে। পুলিশ ঘটনাস্থল পরিদর্শন করেছে এবং অভিযুক্তদের গ্রেফতারে অভিযান চলছে। [422, 283, 594, 391]
ad-phone-2: 01710-793945 [1368, 274, 1481, 293]
story-body: উদ্যোগে বিভিন্ন কর্মসূচি পালিত হয়েছে। নেতাকর্মীরা সাংগঠনিক কার্যক্রম জোরদারের আহ্বান জানান। [422, 861, 594, 906]
